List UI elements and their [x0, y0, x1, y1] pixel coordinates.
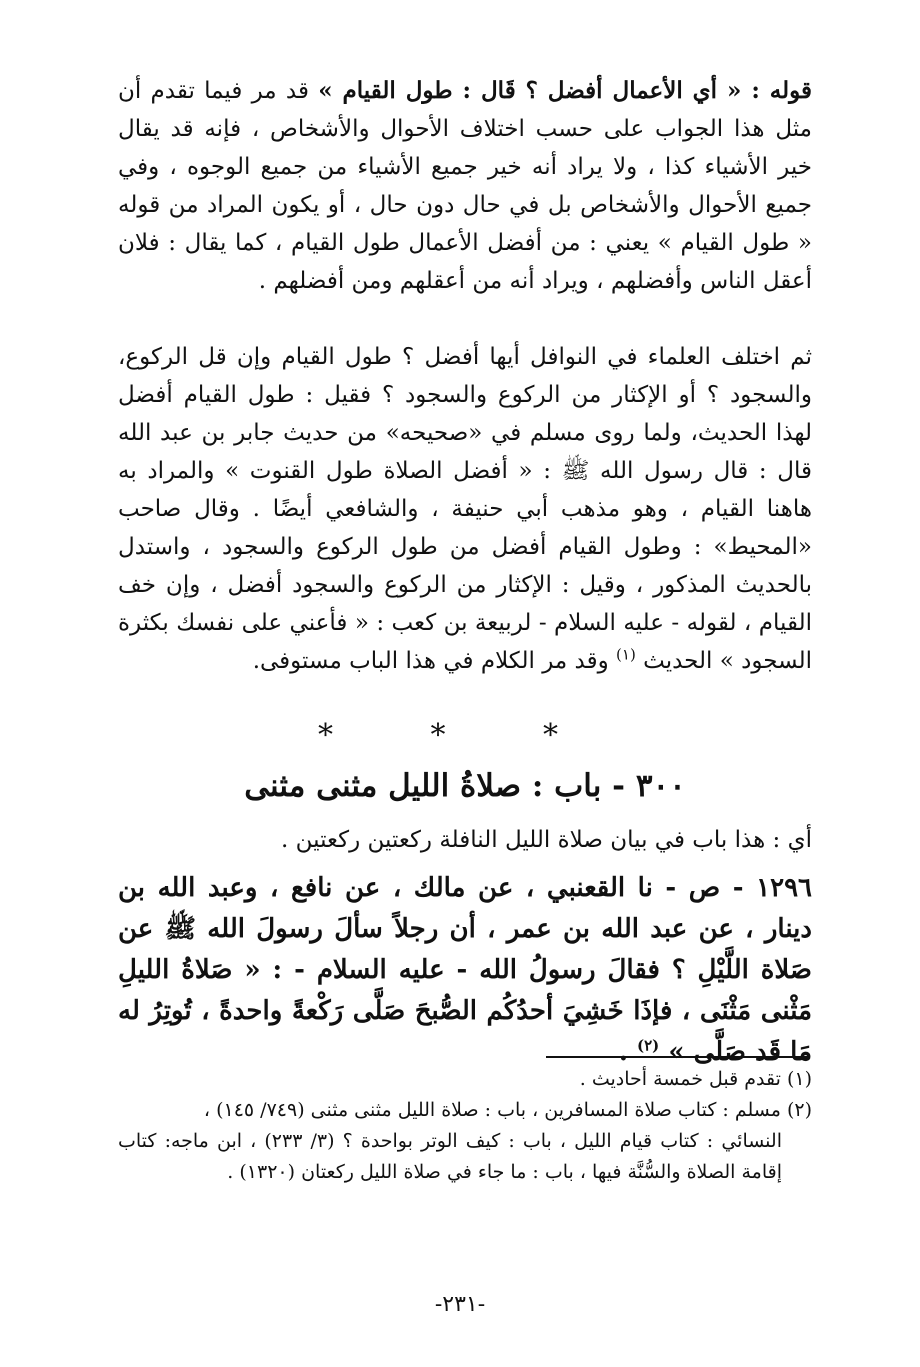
hadith-text [118, 868, 812, 1067]
chapter-title: ٣٠٠ - باب : صلاةُ الليل مثنى مثنى [244, 768, 686, 804]
page-number: -٢٣١- [434, 1292, 486, 1317]
hadith-end: . [618, 1037, 637, 1067]
footnote-reference: (١) [616, 645, 636, 664]
chapter-explanation: أي : هذا باب في بيان صلاة الليل النافلة ركعتين ركعتين . [281, 827, 812, 853]
commentary-text: ثم اختلف العلماء في النوافل أيها أفضل ؟ طول القيام وإن قل الركوع، والسجود ؟ أو الإكثار من الركوع والسجود ؟ فقيل : طول القيام أفضل لهذا الحديث، ولما روى مسلم في «صحيحه» من حديث جابر بن عبد الله قال : قال رسول الله ﷺ : « أفضل الصلاة طول القنوت » والمراد به هاهنا القيام ، وهو مذهب أبي حنيفة ، والشافعي أيضًا . وقال صاحب «المحيط» : وطول القيام أفضل من طول الركوع والسجود ، واستدل بالحديث المذكور ، وقيل : الإكثار من الركوع والسجود أفضل ، وإن خف القيام ، لقوله - عليه السلام - لربيعة بن كعب : « فأعني على نفسك بكثرة السجود » الحديث [118, 344, 812, 674]
footnote-divider [546, 1056, 808, 1058]
footnotes [118, 1064, 812, 1244]
commentary-text-end: وقد مر الكلام في هذا الباب مستوفى. [252, 648, 617, 674]
footnote-reference: (٢) [636, 1036, 660, 1055]
footnote-2-continuation: النسائي : كتاب قيام الليل ، باب : كيف الوتر بواحدة ؟ (٣/ ٢٣٣) ، ابن ماجه: كتاب إقامة الصلاة والسُّنَّة فيها ، باب : ما جاء في صلاة الليل ركعتان (١٣٢٠) . [118, 1130, 782, 1183]
hadith-body: ١٢٩٦ - ص - نا القعنبي ، عن مالك ، عن نافع ، وعبد الله بن دينار ، عن عبد الله بن عمر ، أن رجلاً سألَ رسولَ الله ﷺ عن صَلاة اللَّيْلِ ؟ فقالَ رسولُ الله - عليه السلام - : « صَلاةُ الليلِ مَثْنى مَثْنَى ، فإذَا خَشِيَ أحدُكُم الصُّبحَ صَلَّى رَكْعةً واحدةً ، تُوتِرُ له مَا قَد صَلَّى » [118, 873, 812, 1067]
footnote-2: (٢) مسلم : كتاب صلاة المسافرين ، باب : صلاة الليل مثنى مثنى (٧٤٩/ ١٤٥) ، [203, 1099, 812, 1121]
section-separator: * * * [317, 718, 603, 753]
commentary-text: قد مر فيما تقدم أن مثل هذا الجواب على حسب اختلاف الأحوال والأشخاص ، فإنه قد يقال خير الأشياء كذا ، ولا يراد أنه خير جميع الأشياء من جميع الوجوه ، وفي جميع الأحوال والأشخاص بل في حال دون حال ، أو يكون المراد من قوله « طول القيام » يعني : من أفضل الأعمال طول القيام ، كما يقال : فلان أعقل الناس وأفضلهم ، ويراد أنه من أعقلهم ومن أفضلهم . [118, 78, 812, 294]
commentary-paragraph-1 [118, 72, 812, 324]
quoted-hadith-phrase: قوله : « أي الأعمال أفضل ؟ قَال : طول القيام » [318, 77, 812, 104]
commentary-paragraph-2 [118, 338, 812, 714]
footnote-1: (١) تقدم قبل خمسة أحاديث . [579, 1068, 812, 1090]
